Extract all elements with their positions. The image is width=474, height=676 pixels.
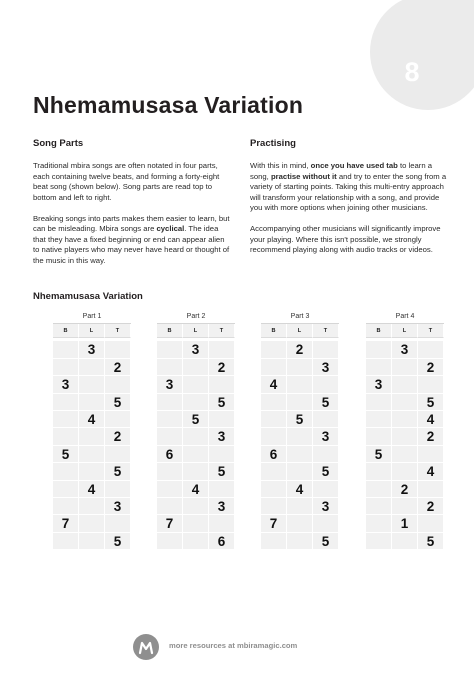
tab-cell: 4 xyxy=(418,463,444,480)
practising-paragraph-2: Accompanying other musicians will significantly improve your playing. Where this isn't possible, we strongly recommend playing along with audio tracks or videos. xyxy=(250,224,441,254)
tab-cell xyxy=(392,498,418,515)
tab-cell xyxy=(287,394,313,411)
tab-cell: 4 xyxy=(287,481,313,498)
tab-cell xyxy=(392,359,418,376)
tab-grid xyxy=(261,323,339,550)
tab-cell: 5 xyxy=(209,394,235,411)
tab-cell xyxy=(261,359,287,376)
tab-cell xyxy=(366,428,392,445)
page-number-badge xyxy=(370,0,474,110)
tab-cell: 5 xyxy=(313,394,339,411)
tab-cell xyxy=(392,376,418,393)
tab-cell xyxy=(79,498,105,515)
tab-part-2 xyxy=(157,310,235,550)
tab-cell xyxy=(53,481,79,498)
mbira-logo-icon xyxy=(133,634,159,660)
tab-cell: 5 xyxy=(105,463,131,480)
tab-cell: 2 xyxy=(105,359,131,376)
tab-cell xyxy=(53,341,79,358)
tab-cell xyxy=(366,341,392,358)
tab-cell: 3 xyxy=(313,428,339,445)
tab-cell xyxy=(392,428,418,445)
tab-cell: 5 xyxy=(313,463,339,480)
tab-cell xyxy=(313,341,339,358)
tab-cell xyxy=(79,359,105,376)
tab-cell: 4 xyxy=(261,376,287,393)
column-header: L xyxy=(287,324,313,338)
column-header: T xyxy=(105,324,131,338)
tab-cell xyxy=(261,341,287,358)
tab-cell xyxy=(105,481,131,498)
tab-cell xyxy=(392,446,418,463)
tab-cell xyxy=(287,446,313,463)
tab-cell xyxy=(183,463,209,480)
tab-cell xyxy=(79,394,105,411)
text-span: and try to enter the song from a variety of starting points. Taking this multi-entry approach will transform your relationship with a song, and provide you with more options when joining other musicians. xyxy=(250,171,447,212)
tab-grid xyxy=(366,323,444,550)
tab-cell: 1 xyxy=(392,515,418,532)
tab-cell xyxy=(183,515,209,532)
tab-cell xyxy=(157,359,183,376)
tab-cell: 2 xyxy=(418,498,444,515)
tab-grid xyxy=(157,323,235,550)
tab-cell xyxy=(418,515,444,532)
tab-cell xyxy=(209,446,235,463)
tab-cell xyxy=(53,498,79,515)
tab-cell xyxy=(366,481,392,498)
tab-cell xyxy=(418,341,444,358)
tab-cell: 4 xyxy=(79,411,105,428)
tab-cell: 3 xyxy=(313,359,339,376)
text-span: to learn a song, xyxy=(250,161,433,181)
tab-cell xyxy=(183,533,209,550)
tab-cell xyxy=(157,428,183,445)
column-header: T xyxy=(209,324,235,338)
song-parts-section xyxy=(33,138,233,277)
part-label: Part 1 xyxy=(82,313,102,320)
tab-cell xyxy=(53,463,79,480)
tab-cell xyxy=(313,515,339,532)
tab-cell xyxy=(157,498,183,515)
tab-cell xyxy=(261,463,287,480)
column-header: B xyxy=(261,324,287,338)
column-header: T xyxy=(418,324,444,338)
tab-cell: 7 xyxy=(53,515,79,532)
tab-cell xyxy=(53,411,79,428)
tab-part-3 xyxy=(261,310,339,550)
tab-cell xyxy=(366,394,392,411)
tab-cell xyxy=(157,481,183,498)
tab-cell xyxy=(287,515,313,532)
tab-cell xyxy=(105,411,131,428)
tab-cell xyxy=(261,411,287,428)
tab-cell xyxy=(287,463,313,480)
tab-cell: 3 xyxy=(105,498,131,515)
text-span: With this in mind, xyxy=(250,161,311,170)
column-header: B xyxy=(366,324,392,338)
tab-cell xyxy=(287,498,313,515)
tab-part-1 xyxy=(53,310,131,550)
page-number: 8 xyxy=(404,57,420,87)
tab-cell xyxy=(209,376,235,393)
text-span: . The idea that they have a fixed beginning or end can appear alien to native players who may never have heard or thought of the music in this way. xyxy=(33,224,230,265)
tab-cell xyxy=(183,376,209,393)
tab-cell xyxy=(157,533,183,550)
text-span: Breaking songs into parts makes them easier to learn, but can be misleading. Mbira songs are xyxy=(33,213,230,233)
tab-cell: 2 xyxy=(392,481,418,498)
tab-cell: 3 xyxy=(392,341,418,358)
tab-grid xyxy=(53,323,131,550)
tab-cell: 5 xyxy=(418,394,444,411)
tab-cell xyxy=(79,446,105,463)
tab-cell xyxy=(392,394,418,411)
practising-paragraph-1 xyxy=(250,161,450,214)
tab-cell xyxy=(157,463,183,480)
tab-cell xyxy=(105,341,131,358)
tab-cell xyxy=(261,481,287,498)
tab-cell: 3 xyxy=(313,498,339,515)
tab-cell xyxy=(418,446,444,463)
tab-cell xyxy=(157,394,183,411)
tab-cell: 6 xyxy=(261,446,287,463)
tab-cell xyxy=(79,515,105,532)
tab-cell: 2 xyxy=(418,359,444,376)
tab-cell: 7 xyxy=(261,515,287,532)
tab-cell xyxy=(366,515,392,532)
tab-cell xyxy=(209,481,235,498)
column-header: T xyxy=(313,324,339,338)
tab-cell xyxy=(392,533,418,550)
tab-cell: 3 xyxy=(366,376,392,393)
tab-cell xyxy=(366,411,392,428)
tab-cell xyxy=(261,394,287,411)
song-parts-paragraph-1: Traditional mbira songs are often notated in four parts, each containing twelve beats, and forming a forty-eight beat song (shown below). Song parts are read top to bottom and left to right. xyxy=(33,161,220,202)
tab-cell xyxy=(53,359,79,376)
tab-cell: 6 xyxy=(209,533,235,550)
tab-cell xyxy=(79,463,105,480)
tab-cell: 5 xyxy=(366,446,392,463)
tab-cell: 2 xyxy=(287,341,313,358)
tab-cell: 3 xyxy=(79,341,105,358)
part-label: Part 3 xyxy=(290,313,310,320)
tab-cell xyxy=(53,394,79,411)
tab-cell xyxy=(287,359,313,376)
tab-cell xyxy=(418,376,444,393)
tab-cell xyxy=(313,446,339,463)
tab-cell: 5 xyxy=(53,446,79,463)
tab-cell xyxy=(105,376,131,393)
tab-cell: 7 xyxy=(157,515,183,532)
tab-cell xyxy=(157,411,183,428)
tab-cell: 2 xyxy=(209,359,235,376)
practising-heading: Practising xyxy=(250,138,296,149)
tab-cell xyxy=(209,411,235,428)
tab-cell xyxy=(79,533,105,550)
tab-cell xyxy=(105,515,131,532)
tab-cell xyxy=(79,376,105,393)
tab-cell: 5 xyxy=(183,411,209,428)
tab-cell xyxy=(79,428,105,445)
tab-cell: 3 xyxy=(157,376,183,393)
tab-cell: 2 xyxy=(418,428,444,445)
tab-cell xyxy=(313,411,339,428)
tab-section-title: Nhemamusasa Variation xyxy=(33,291,143,302)
tab-cell xyxy=(392,463,418,480)
tab-cell: 3 xyxy=(183,341,209,358)
emphasis-cyclical: cyclical xyxy=(156,224,185,233)
tab-cell xyxy=(183,498,209,515)
tab-cell: 3 xyxy=(53,376,79,393)
tab-cell xyxy=(366,498,392,515)
tab-cell: 4 xyxy=(418,411,444,428)
column-header: B xyxy=(157,324,183,338)
column-header: L xyxy=(392,324,418,338)
tab-cell: 5 xyxy=(287,411,313,428)
tab-cell: 5 xyxy=(105,533,131,550)
tab-cell: 4 xyxy=(183,481,209,498)
song-parts-paragraph-2 xyxy=(33,214,233,267)
part-label: Part 4 xyxy=(395,313,415,320)
tab-cell: 6 xyxy=(157,446,183,463)
emphasis-practise-without: practise without it xyxy=(270,171,337,181)
practising-section xyxy=(250,138,450,266)
column-header: B xyxy=(53,324,79,338)
tab-cell xyxy=(418,481,444,498)
tab-cell xyxy=(366,359,392,376)
tab-cell xyxy=(287,376,313,393)
page-title: Nhemamusasa Variation xyxy=(33,92,304,118)
tab-cell xyxy=(392,411,418,428)
tab-cell: 2 xyxy=(105,428,131,445)
tab-part-4 xyxy=(366,310,444,550)
column-header: L xyxy=(183,324,209,338)
column-header: L xyxy=(79,324,105,338)
tab-cell: 4 xyxy=(79,481,105,498)
tab-cell xyxy=(183,394,209,411)
tab-cell xyxy=(287,428,313,445)
part-label: Part 2 xyxy=(186,313,206,320)
tab-cell xyxy=(313,376,339,393)
tab-cell: 3 xyxy=(209,428,235,445)
tab-cell: 5 xyxy=(313,533,339,550)
tab-cell: 5 xyxy=(105,394,131,411)
emphasis-used-tab: once you have used tab xyxy=(310,161,398,170)
tab-cell xyxy=(53,533,79,550)
tab-cell xyxy=(157,341,183,358)
tab-cell xyxy=(366,533,392,550)
tab-cell xyxy=(313,481,339,498)
tab-cell xyxy=(183,428,209,445)
tab-cell: 5 xyxy=(418,533,444,550)
tab-cell xyxy=(183,446,209,463)
tab-cell: 5 xyxy=(209,463,235,480)
tab-cell xyxy=(105,446,131,463)
tab-cell xyxy=(366,463,392,480)
tab-cell xyxy=(287,533,313,550)
song-parts-heading: Song Parts xyxy=(33,138,84,149)
tab-cell xyxy=(261,533,287,550)
tab-cell xyxy=(183,359,209,376)
footer-link[interactable]: more resources at mbiramagic.com xyxy=(169,641,298,650)
tab-cell xyxy=(209,341,235,358)
tab-cell xyxy=(53,428,79,445)
tab-cell xyxy=(261,428,287,445)
tab-cell xyxy=(261,498,287,515)
tab-cell: 3 xyxy=(209,498,235,515)
tab-cell xyxy=(209,515,235,532)
